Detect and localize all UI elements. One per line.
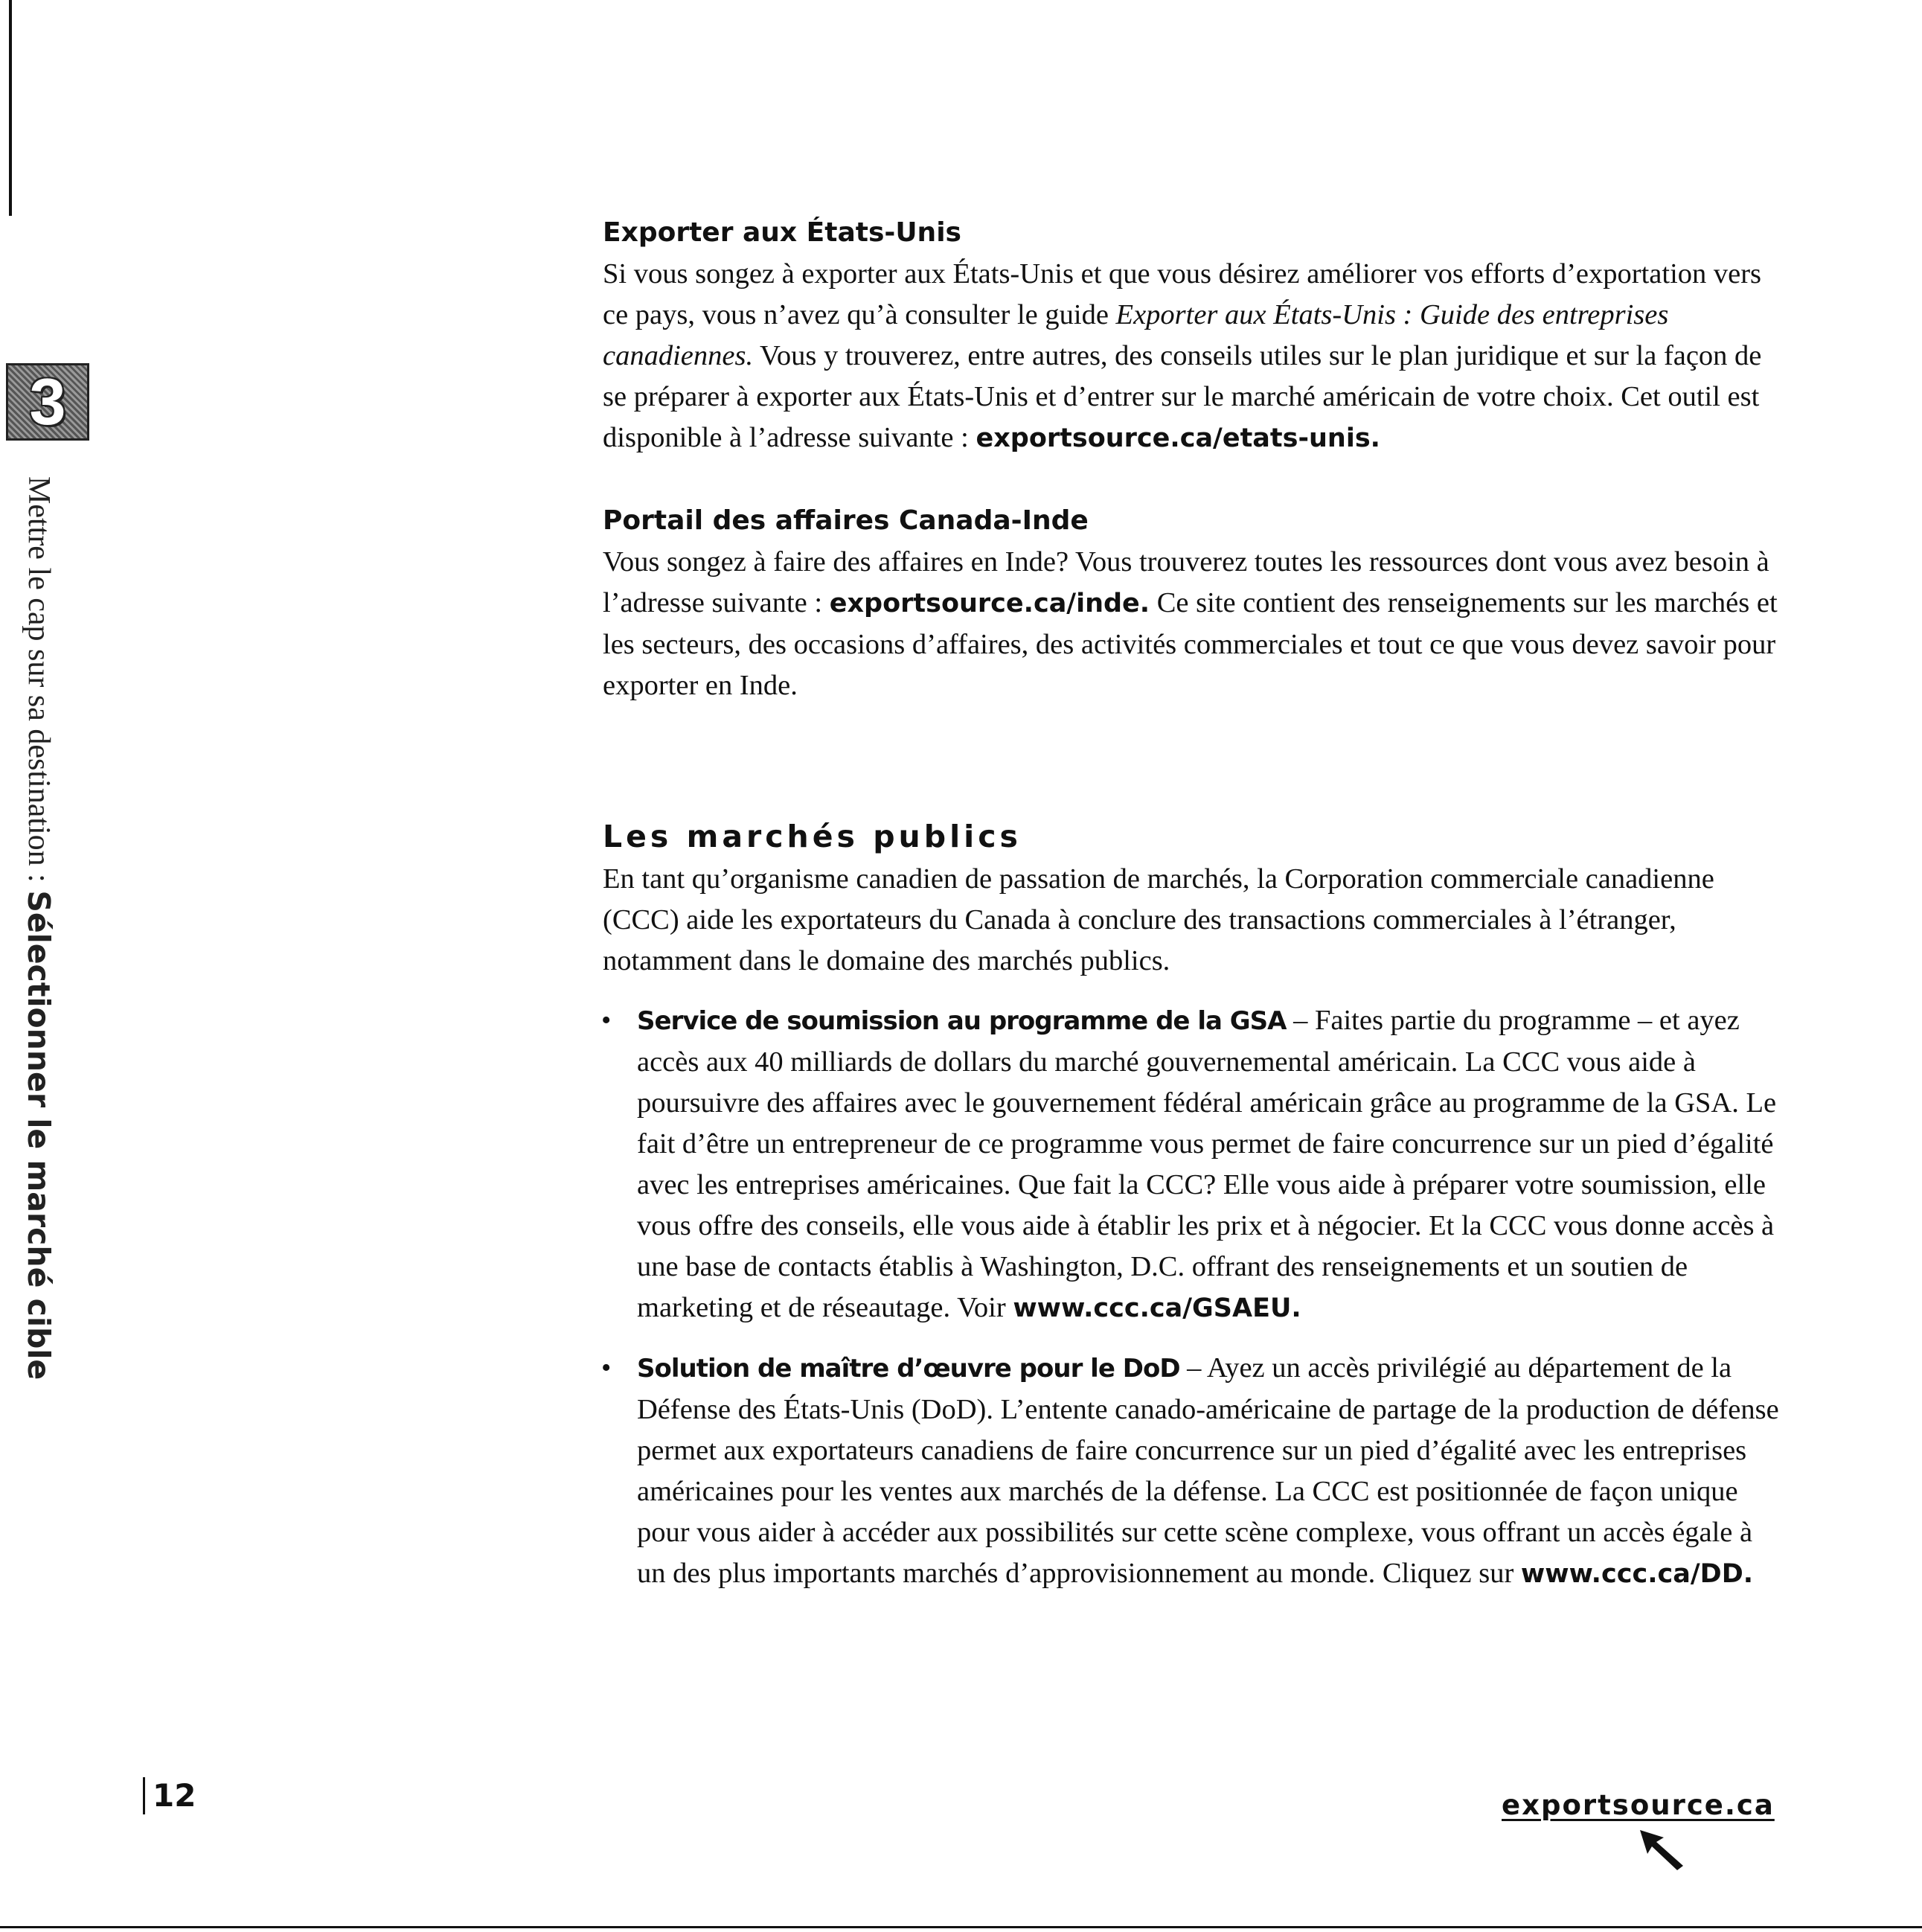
footer-site-link[interactable]: exportsource.ca	[1502, 1789, 1775, 1821]
list-item-dod	[603, 1348, 1786, 1595]
exporter-text-1: Si vous songez à exporter aux États-Unis et que vous désirez améliorer vos efforts d’exportation vers ce pays, vous n’avez qu’à consulter le guide	[603, 258, 1762, 330]
paragraph-marches-intro: En tant qu’organisme canadien de passation de marchés, la Corporation commerciale canadienne (CCC) aide les exportateurs du Canada à conclure des transactions commerciales à l’étranger, notamment dans le domaine des marchés publics.	[603, 863, 1714, 976]
bullet-text-dod: – Ayez un accès privilégié au département de la Défense des États-Unis (DoD). L’entente canado-américaine de partage de la production de défense permet aux exportateurs canadiens de faire concurrence sur un pied d’égalité avec les entreprises américaines pour les ventes aux marchés de la défense. La CCC est positionnée de façon unique pour vous aider à accéder aux possibilités sur cette scène complexe, vous offrant un accès égale à un des plus importants marchés d’approvisionnement au monde. Cliquez sur	[637, 1352, 1779, 1589]
link-dd[interactable]: www.ccc.ca/DD.	[1520, 1559, 1754, 1589]
bottom-edge-line	[0, 1926, 1922, 1928]
main-content	[603, 212, 1786, 1595]
link-inde[interactable]: exportsource.ca/inde.	[829, 589, 1150, 618]
guide-title: Exporter aux États-Unis : Guide des entreprises canadiennes.	[603, 299, 1669, 371]
page-number: 12	[143, 1777, 196, 1814]
bullet-list	[603, 1000, 1786, 1595]
chapter-badge	[6, 363, 89, 441]
running-title	[21, 476, 57, 1380]
paragraph-exporter	[603, 254, 1786, 459]
arrow-cursor-icon	[1637, 1827, 1689, 1872]
heading-marches-publics: Les marchés publics	[603, 819, 1022, 854]
inde-text-1: Vous songez à faire des affaires en Inde? Vous trouverez toutes les ressources dont vous avez besoin à l’adresse suivante :	[603, 546, 1769, 618]
binding-edge-line	[9, 0, 12, 216]
heading-exporter: Exporter aux États-Unis	[603, 217, 961, 248]
list-item-gsa	[603, 1000, 1786, 1329]
heading-inde: Portail des affaires Canada-Inde	[603, 505, 1089, 536]
bullet-title-dod: Solution de maître d’œuvre pour le DoD	[637, 1354, 1180, 1384]
bullet-icon: •	[601, 1352, 612, 1384]
inde-text-2: Ce site contient des renseignements sur les marchés et les secteurs, des occasions d’affaires, des activités commerciales et tout ce que vous devez savoir pour exporter en Inde.	[603, 587, 1778, 701]
running-title-plain: Mettre le cap sur sa destination :	[22, 476, 56, 891]
bullet-icon: •	[601, 1005, 612, 1036]
link-gsaeu[interactable]: www.ccc.ca/GSAEU.	[1013, 1293, 1301, 1323]
paragraph-inde	[603, 542, 1786, 706]
section-inde	[603, 500, 1786, 706]
section-marches-publics	[603, 814, 1786, 1595]
chapter-number: 3	[29, 365, 66, 438]
running-title-bold: Sélectionner le marché cible	[21, 890, 57, 1381]
section-exporter	[603, 212, 1786, 459]
link-etats-unis[interactable]: exportsource.ca/etats-unis.	[976, 423, 1380, 453]
bullet-title-gsa: Service de soumission au programme de la GSA	[637, 1006, 1287, 1036]
exporter-text-2: Vous y trouverez, entre autres, des conseils utiles sur le plan juridique et sur la façon de se préparer à exporter aux États-Unis et d’entrer sur le marché américain de votre choix. Cet outil est disponible à l’adresse suivante :	[603, 340, 1762, 453]
bullet-text-gsa: – Faites partie du programme – et ayez accès aux 40 milliards de dollars du marché gouvernemental américain. La CCC vous aide à poursuivre des affaires avec le gouvernement fédéral américain grâce au programme de la GSA. Le fait d’être un entrepreneur de ce programme vous permet de faire concurrence sur un pied d’égalité avec les entreprises américaines. Que fait la CCC? Elle vous aide à préparer votre soumission, elle vous offre des conseils, elle vous aide à établir les prix et à négocier. Et la CCC vous donne accès à une base de contacts établis à Washington, D.C. offrant des renseignements et un soutien de marketing et de réseautage. Voir	[637, 1005, 1777, 1323]
